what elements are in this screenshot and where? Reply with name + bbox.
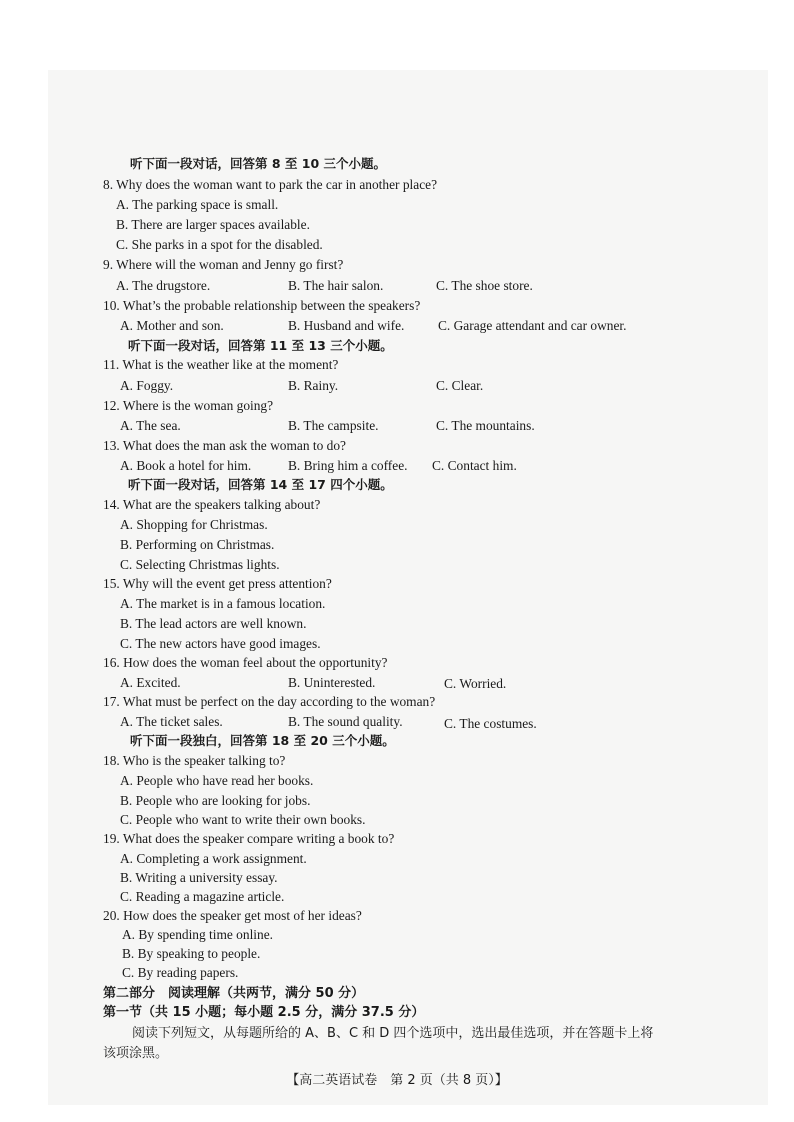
question-20-option-a: A. By spending time online. [122, 927, 274, 942]
question-11-option-b: B. Rainy. [288, 378, 339, 393]
question-16-stem: 16. How does the woman feel about the opportunity? [103, 655, 388, 670]
question-20-option-c: C. By reading papers. [122, 965, 239, 980]
question-17-option-a: A. The ticket sales. [120, 714, 223, 729]
question-8-option-b: B. There are larger spaces available. [116, 217, 310, 232]
question-13-option-c: C. Contact him. [432, 458, 517, 473]
question-16-option-a: A. Excited. [120, 675, 181, 690]
question-19-option-c: C. Reading a magazine article. [120, 889, 285, 904]
question-18-option-c: C. People who want to write their own books. [120, 812, 366, 827]
question-12-option-c: C. The mountains. [436, 418, 535, 433]
question-19-option-b: B. Writing a university essay. [120, 870, 278, 885]
question-17-option-c: C. The costumes. [444, 716, 537, 731]
question-9-stem: 9. Where will the woman and Jenny go first? [103, 257, 344, 272]
question-9-option-c: C. The shoe store. [436, 278, 533, 293]
reading-directions: 阅读下列短文，从每题所给的 A、B、C 和 D 四个选项中，选出最佳选项，并在答题卡上将该项涂黑。 [103, 1026, 654, 1061]
question-16-option-b: B. Uninterested. [288, 675, 376, 690]
question-13-option-a: A. Book a hotel for him. [120, 458, 252, 473]
question-12-option-b: B. The campsite. [288, 418, 379, 433]
question-17-option-b: B. The sound quality. [288, 714, 403, 729]
question-12-stem: 12. Where is the woman going? [103, 398, 274, 413]
question-15-stem: 15. Why will the event get press attention? [103, 576, 332, 591]
question-8-option-a: A. The parking space is small. [116, 197, 279, 212]
instruction-18-20: 听下面一段独白，回答第 18 至 20 三个小题。 [130, 733, 395, 748]
question-10-option-c: C. Garage attendant and car owner. [438, 318, 627, 333]
question-10-option-a: A. Mother and son. [120, 318, 224, 333]
question-20-option-b: B. By speaking to people. [122, 946, 261, 961]
question-15-option-b: B. The lead actors are well known. [120, 616, 307, 631]
question-14-stem: 14. What are the speakers talking about? [103, 497, 321, 512]
instruction-8-10: 听下面一段对话，回答第 8 至 10 三个小题。 [130, 156, 387, 171]
question-11-option-c: C. Clear. [436, 378, 484, 393]
question-12-option-a: A. The sea. [120, 418, 181, 433]
question-20-stem: 20. How does the speaker get most of her ideas? [103, 908, 362, 923]
question-16-option-c: C. Worried. [444, 676, 507, 691]
section-one-heading: 第一节（共 15 小题；每小题 2.5 分，满分 37.5 分） [103, 1005, 425, 1020]
question-14-option-c: C. Selecting Christmas lights. [120, 557, 280, 572]
question-18-option-b: B. People who are looking for jobs. [120, 793, 311, 808]
question-14-option-b: B. Performing on Christmas. [120, 537, 275, 552]
question-10-stem: 10. What’s the probable relationship between the speakers? [103, 298, 421, 313]
question-9-option-b: B. The hair salon. [288, 278, 384, 293]
question-14-option-a: A. Shopping for Christmas. [120, 517, 268, 532]
question-18-option-a: A. People who have read her books. [120, 773, 314, 788]
question-11-stem: 11. What is the weather like at the moment? [103, 357, 339, 372]
question-13-stem: 13. What does the man ask the woman to do? [103, 438, 346, 453]
question-15-option-c: C. The new actors have good images. [120, 636, 321, 651]
question-17-stem: 17. What must be perfect on the day according to the woman? [103, 694, 436, 709]
question-15-option-a: A. The market is in a famous location. [120, 596, 326, 611]
question-11-option-a: A. Foggy. [120, 378, 174, 393]
part-two-heading: 第二部分 阅读理解（共两节，满分 50 分） [103, 986, 365, 1001]
instruction-11-13: 听下面一段对话，回答第 11 至 13 三个小题。 [128, 338, 393, 353]
question-18-stem: 18. Who is the speaker talking to? [103, 753, 286, 768]
question-10-option-b: B. Husband and wife. [288, 318, 405, 333]
question-19-stem: 19. What does the speaker compare writing a book to? [103, 831, 395, 846]
page-footer: 【高二英语试卷 第 2 页（共 8 页）】 [286, 1073, 508, 1088]
instruction-14-17: 听下面一段对话，回答第 14 至 17 四个小题。 [128, 477, 393, 492]
question-8-option-c: C. She parks in a spot for the disabled. [116, 237, 323, 252]
question-8-stem: 8. Why does the woman want to park the car in another place? [103, 177, 438, 192]
question-13-option-b: B. Bring him a coffee. [288, 458, 408, 473]
question-19-option-a: A. Completing a work assignment. [120, 851, 307, 866]
question-9-option-a: A. The drugstore. [116, 278, 211, 293]
